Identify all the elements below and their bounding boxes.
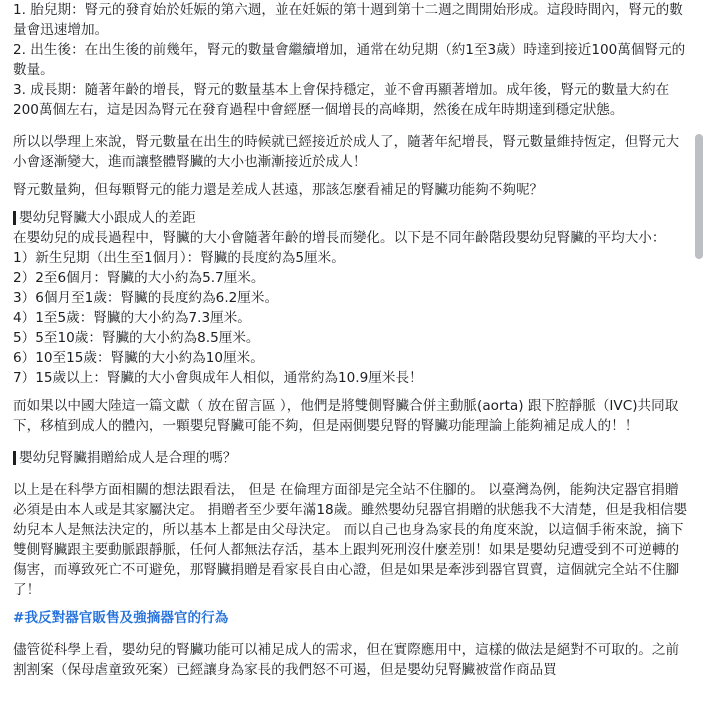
literature-paragraph: 而如果以中國大陸這一篇文獻（ 放在留言區 ），他們是將雙側腎臟合併主動脈(aorta) 跟下腔靜脈（IVC)共同取下，移植到成人的體內，一顆嬰兒腎臟可能不夠，但是兩側嬰兒腎的腎臟功能理論上能夠補足成人的！！ xyxy=(13,398,679,434)
size-intro: 在嬰幼兒的成長過程中，腎臟的大小會隨著年齡的增長而變化。以下是不同年齡階段嬰幼兒腎臟的平均大小： xyxy=(13,230,666,246)
heading-bar xyxy=(13,451,16,465)
ethics-paragraph: 以上是在科學方面相關的想法跟看法， 但是 在倫理方面卻是完全站不住腳的。 以臺灣為例，能夠決定器官捐贈必須是由本人或是其家屬決定。 捐贈者至少要年滿18歲。雖然嬰幼兒器官捐贈的狀態我不大清楚，但是我相信嬰幼兒本人是無法決定的，所以基本上都是由父母決定。 而以自己也身為家長的角度來說，以這個手術來說，摘下雙側腎臟跟主要動脈跟靜脈，任何人都無法存活，基本上跟判死刑沒什麼差別！如果是嬰幼兒遭受到不可逆轉的傷害，而導致死亡不可避免，那腎臟捐贈是看家長自由心證，但是如果是牽涉到器官買賣，這個就完全站不住腳了！ xyxy=(13,482,688,598)
intro-item-3: 3. 成長期：隨著年齡的增長，腎元的數量基本上會保持穩定，並不會再顯著增加。成年後，腎元的數量大約在200萬個左右，這是因為腎元在發育過程中會經歷一個增長的高峰期，然後在成年時期達到穩定狀態。 xyxy=(13,82,670,118)
heading-bar xyxy=(13,211,16,225)
size-item-3: 3）6個月至1歲：腎臟的長度約為6.2厘米。 xyxy=(13,290,279,306)
question-paragraph: 腎元數量夠，但每顆腎元的能力還是差成人甚遠，那該怎麼看補足的腎臟功能夠不夠呢？ xyxy=(13,182,544,198)
scrollbar-thumb[interactable] xyxy=(695,134,703,259)
size-item-6: 6）10至15歲：腎臟的大小約為10厘米。 xyxy=(13,350,264,366)
size-item-1: 1）新生兒期（出生至1個月）：腎臟的長度約為5厘米。 xyxy=(13,250,345,266)
intro-item-1: 1. 胎兒期：腎元的發育始於妊娠的第六週，並在妊娠的第十週到第十二週之間開始形成。這段時間內，腎元的數量會迅速增加。 xyxy=(13,2,683,38)
intro-item-2: 2. 出生後：在出生後的前幾年，腎元的數量會繼續增加，通常在幼兒期（約1至3歲）時達到接近100萬個腎元的數量。 xyxy=(13,42,686,78)
size-item-2: 2）2至6個月：腎臟的大小約為5.7厘米。 xyxy=(13,270,265,286)
post-body xyxy=(13,0,689,680)
size-item-7: 7）15歲以上：腎臟的大小會與成年人相似，通常約為10.9厘米長！ xyxy=(13,370,423,386)
section-heading-size xyxy=(13,208,689,228)
hashtag-link[interactable]: #我反對器官販售及強摘器官的行為 xyxy=(13,610,229,626)
section-heading-size-text: 嬰幼兒腎臟大小跟成人的差距 xyxy=(19,210,196,226)
size-item-5: 5）5至10歲：腎臟的大小約為8.5厘米。 xyxy=(13,330,260,346)
summary-paragraph: 所以以學理上來說，腎元數量在出生的時候就已經接近於成人了，隨著年紀增長，腎元數量維持恆定，但腎元大小會逐漸變大，進而讓整體腎臟的大小也漸漸接近於成人！ xyxy=(13,134,680,170)
final-paragraph: 儘管從科學上看，嬰幼兒的腎臟功能可以補足成人的需求，但在實際應用中，這樣的做法是絕對不可取的。之前割割案（保母虐童致死案）已經讓身為家長的我們怒不可遏，但是嬰幼兒腎臟被當作商品買 xyxy=(13,642,680,678)
size-item-4: 4）1至5歲：腎臟的大小約為7.3厘米。 xyxy=(13,310,251,326)
section-heading-ethics-text: 嬰幼兒腎臟捐贈給成人是合理的嗎？ xyxy=(19,450,237,466)
section-heading-ethics xyxy=(13,448,689,468)
